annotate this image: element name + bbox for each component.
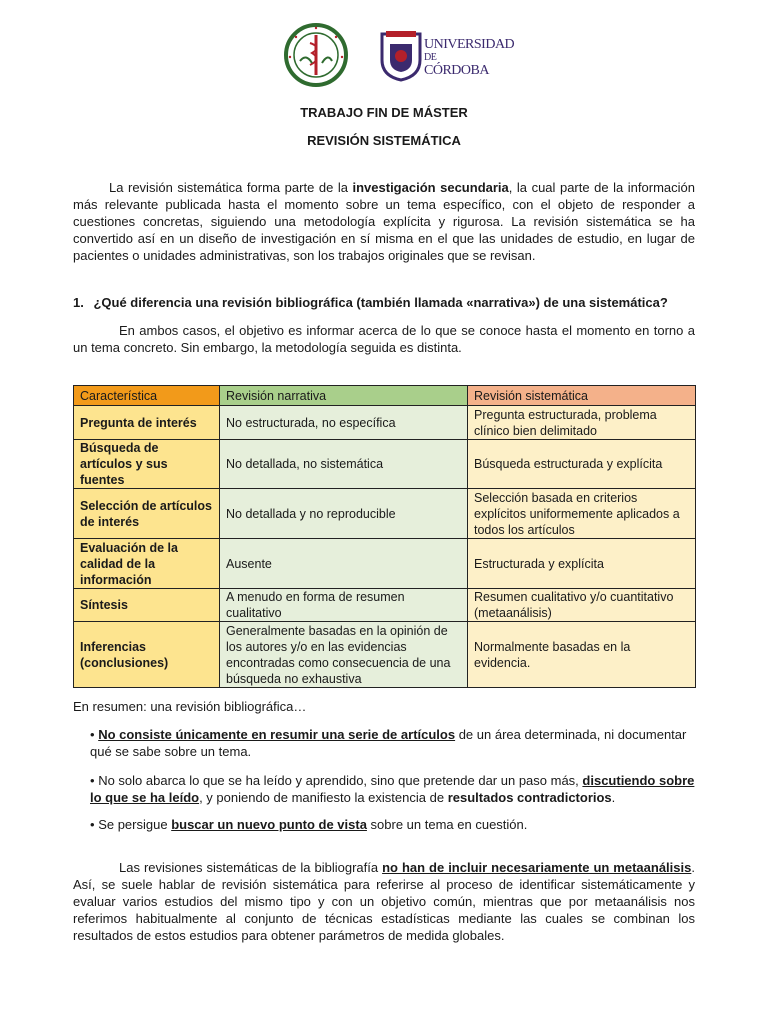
university-name-line3: CÓRDOBA [424,63,489,78]
document-subtitle: REVISIÓN SISTEMÁTICA [307,133,461,148]
university-shield-icon [380,30,422,82]
answer-paragraph [73,322,695,356]
table-header-row [74,386,696,406]
bullet-3-emphasis: buscar un nuevo punto de vista [171,817,367,832]
row-systematic: Pregunta estructurada, problema clínico bien delimitado [468,406,696,440]
summary-bullet-2 [90,772,695,806]
intro-text-c: , la cual parte de la información más relevante publicada hasta el momento sobre un tema específico, con el objeto de responder a cuestiones concretas, siguiendo una metodología explícita y rigurosa. La revisión sistemática se ha convertido así en un diseño de investigación en sí misma en el que las unidades de estudio, en lugar de pacientes o unidades administrativas, son los trabajos originales que se revisan. [73,180,695,263]
bullet-icon: • [90,773,95,788]
row-narrative: A menudo en forma de resumen cualitativo [220,589,468,622]
bullet-2-emphasis: discutiendo sobre lo que se ha leído [90,773,695,805]
table-row [74,589,696,622]
row-characteristic: Pregunta de interés [74,406,220,440]
table-row [74,489,696,539]
row-characteristic: Evaluación de la calidad de la información [74,539,220,589]
row-systematic: Resumen cualitativo y/o cuantitativo (metaanálisis) [468,589,696,622]
row-characteristic: Inferencias (conclusiones) [74,622,220,688]
university-name-line1: UNIVERSIDAD [424,37,515,52]
question-number: 1. [73,295,84,310]
question-text: ¿Qué diferencia una revisión bibliográfica (también llamada «narrativa») de una sistemática? [93,295,668,310]
row-narrative: Generalmente basadas en la opinión de los autores y/o en las evidencias encontradas como consecuencia de una búsqueda no exhaustiva [220,622,468,688]
bullet-2-text-c: , y poniendo de manifiesto la existencia de [199,790,448,805]
comparison-table [73,385,696,688]
row-systematic: Estructurada y explícita [468,539,696,589]
summary-bullet-3 [90,816,695,833]
row-systematic: Selección basada en criterios explícitos uniformemente aplicados a todos los artículos [468,489,696,539]
table-header-systematic: Revisión sistemática [468,386,696,406]
table-row [74,406,696,440]
document-title: TRABAJO FIN DE MÁSTER [300,105,468,120]
row-narrative: No detallada y no reproducible [220,489,468,539]
row-narrative: No estructurada, no específica [220,406,468,440]
table-header-characteristic: Característica [74,386,220,406]
summary-lead: En resumen: una revisión bibliográfica… [73,699,307,714]
closing-paragraph [73,859,695,944]
closing-text-a: Las revisiones sistemáticas de la bibliografía [119,860,383,875]
table-header-narrative: Revisión narrativa [220,386,468,406]
row-narrative: Ausente [220,539,468,589]
intro-emphasis: investigación secundaria [352,180,509,195]
closing-text-c: . Así, se suele hablar de revisión sistemática para referirse al proceso de identificar sistemáticamente y evaluar varios estudios del mismo tipo y con un objetivo común, mientras que por metaanálisis nos referimos habitualmente al conjunto de técnicas estadísticas mediante las cuales se combinan los resultados de estos estudios para obtener parámetros de medida globales. [73,860,695,943]
row-narrative: No detallada, no sistemática [220,440,468,489]
university-logo [380,30,515,88]
table-row [74,440,696,489]
bullet-icon: • [90,817,95,832]
intro-paragraph [73,179,695,264]
bullet-2-bold: resultados contradictorios [447,790,612,805]
bullet-icon: • [90,727,95,742]
university-name-line2: DE [424,52,437,63]
bullet-2-text-e: . [611,790,616,805]
row-characteristic: Búsqueda de artículos y sus fuentes [74,440,220,489]
bullet-1-emphasis: No consiste únicamente en resumir una serie de artículos [98,727,456,742]
row-characteristic: Selección de artículos de interés [74,489,220,539]
row-systematic: Búsqueda estructurada y explícita [468,440,696,489]
closing-emphasis: no han de incluir necesariamente un metaanálisis [382,860,692,875]
table-row [74,622,696,688]
row-characteristic: Síntesis [74,589,220,622]
bullet-3-text-c: sobre un tema en cuestión. [366,817,528,832]
intro-text-a: La revisión sistemática forma parte de la [109,180,353,195]
master-seal-logo [282,23,350,87]
answer-text: En ambos casos, el objetivo es informar acerca de lo que se conoce hasta el momento en torno a un tema concreto. Sin embargo, la metodología seguida es distinta. [73,323,695,355]
bullet-2-text-a: No solo abarca lo que se ha leído y aprendido, sino que pretende dar un paso más, [98,773,583,788]
bullet-3-text-a: Se persigue [98,817,172,832]
bullet-1-text: de un área determinada, ni documentar qué se sabe sobre un tema. [90,727,687,759]
summary-bullet-1 [90,726,695,760]
logo-bar [0,20,768,88]
table-row [74,539,696,589]
question-heading [73,295,713,310]
row-systematic: Normalmente basadas en la evidencia. [468,622,696,688]
